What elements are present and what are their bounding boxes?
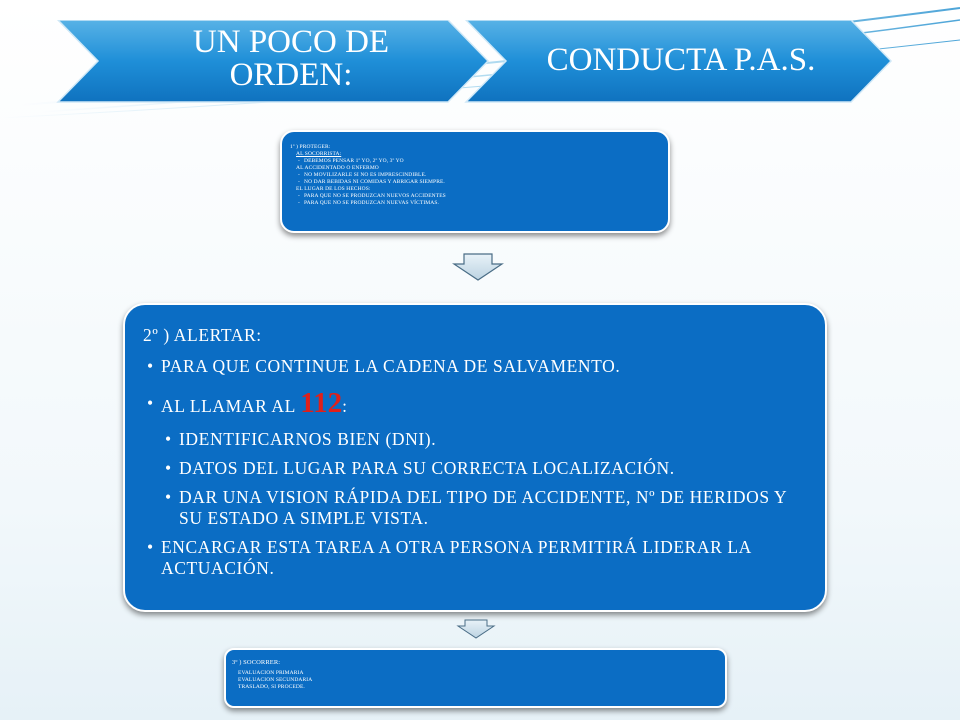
down-arrow-icon bbox=[456, 618, 496, 640]
step2-bullet: • PARA QUE CONTINUE LA CADENA DE SALVAMENTO. bbox=[161, 356, 811, 377]
step1-protect-box bbox=[280, 130, 670, 233]
step1-line: AL SOCORRISTA: bbox=[296, 151, 342, 157]
step1-line: AL ACCIDENTADO O ENFERMO bbox=[296, 165, 379, 171]
step2-subbullet: • DAR UNA VISION RÁPIDA DEL TIPO DE ACCIDENTE, Nº DE HERIDOS Y SU ESTADO A SIMPLE VISTA. bbox=[179, 487, 811, 529]
step1-line: - NO MOVILIZARLE SI NO ES IMPRESCINDIBLE. bbox=[304, 172, 668, 179]
step1-line: - PARA QUE NO SE PRODUZCAN NUEVAS VÍCTIMAS. bbox=[304, 200, 668, 207]
step3-line: EVALUACION SECUNDARIA bbox=[238, 677, 313, 683]
step3-line: TRASLADO, SI PROCEDE. bbox=[238, 684, 305, 690]
step3-line: EVALUACION PRIMARIA bbox=[238, 670, 304, 676]
step3-title: 3º ) SOCORRER: bbox=[232, 659, 281, 666]
step2-alert-box bbox=[123, 303, 827, 612]
step1-line: - PARA QUE NO SE PRODUZCAN NUEVOS ACCIDENTES bbox=[304, 193, 668, 200]
step2-title: 2º ) ALERTAR: bbox=[143, 325, 262, 345]
step3-socorrer-box bbox=[224, 648, 727, 708]
emergency-number: 112 bbox=[300, 387, 343, 419]
step2-subbullet: • IDENTIFICARNOS BIEN (DNI). bbox=[179, 429, 811, 450]
step1-line: - NO DAR BEBIDAS NI COMIDAS Y ABRIGAR SIEMPRE. bbox=[304, 179, 668, 186]
tab-conducta-pas: CONDUCTA P.A.S. bbox=[546, 42, 816, 78]
step2-subbullet: • DATOS DEL LUGAR PARA SU CORRECTA LOCALIZACIÓN. bbox=[179, 458, 811, 479]
step1-line: EL LUGAR DE LOS HECHOS: bbox=[296, 186, 371, 192]
step1-title: 1º ) PROTEGER: bbox=[290, 144, 331, 150]
down-arrow-icon bbox=[452, 252, 504, 282]
header-banner bbox=[56, 20, 896, 102]
step2-bullet: • ENCARGAR ESTA TAREA A OTRA PERSONA PERMITIRÁ LIDERAR LA ACTUACIÓN. bbox=[161, 537, 811, 579]
step2-bullet-112: • AL LLAMAR AL 112: bbox=[161, 393, 811, 417]
tab-un-poco-de-orden: UN POCO DE ORDEN: bbox=[192, 24, 390, 93]
step1-line: - DEBEMOS PENSAR 1º YO, 2º YO, 3º YO bbox=[304, 158, 668, 165]
